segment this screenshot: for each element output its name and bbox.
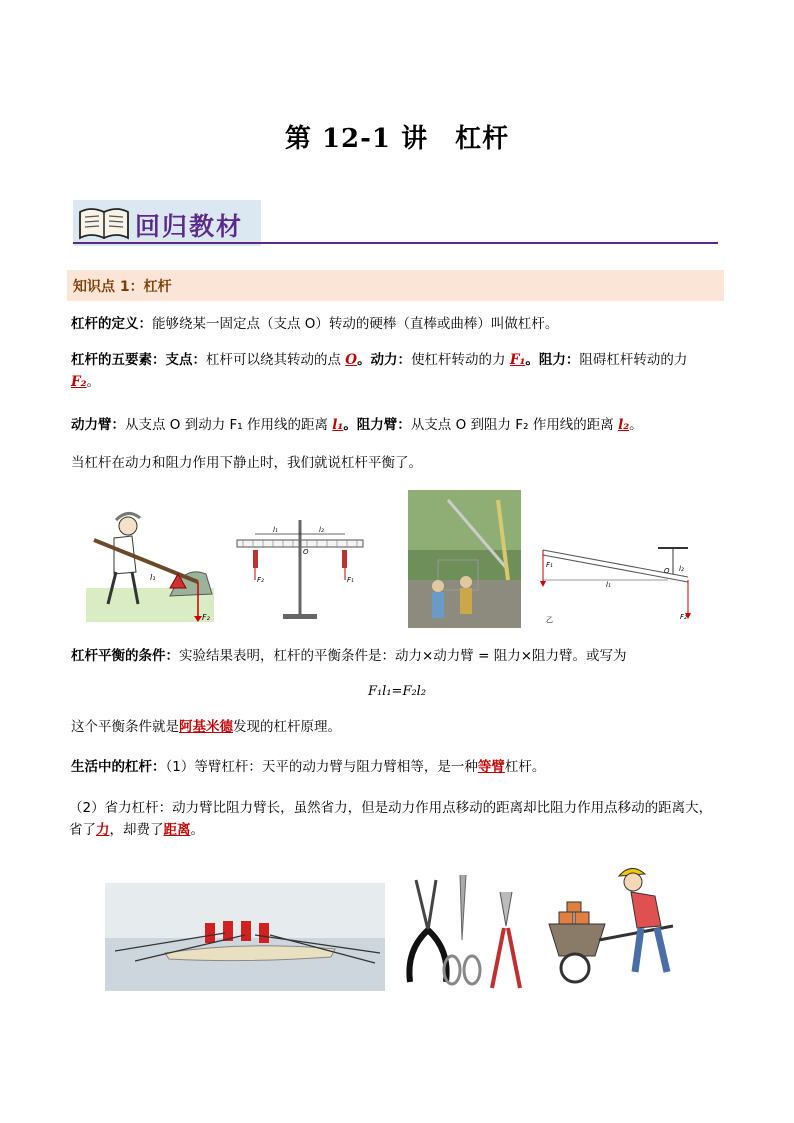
figure-lever-diagram (538, 545, 698, 625)
l1-label: l₁ (150, 573, 156, 582)
f1-label: F₁ (347, 576, 354, 584)
five-elements-paragraph (71, 349, 731, 393)
term: 支点： (165, 352, 206, 368)
f1-label: F₁ (546, 561, 553, 569)
answer: 阿基米德 (179, 719, 233, 735)
term: 杠杆的定义： (71, 316, 152, 332)
text: （2）省力杠杆：动力臂比阻力臂长，虽然省力，但是动力作用点移动的距离却比阻力作用点移动的距离大， (69, 800, 713, 816)
term: 杠杆平衡的条件： (71, 648, 179, 664)
l1-label: l₁ (606, 581, 611, 589)
l2-label: l₂ (319, 526, 324, 534)
text: 发现的杠杆原理。 (233, 719, 341, 735)
f2-label: F₂ (257, 576, 264, 584)
page-title: 第 12-1 讲 杠杆 (284, 124, 510, 154)
term: 杠杆的五要素： (71, 352, 166, 368)
l2-label: l₂ (679, 565, 684, 573)
text: 从支点 O 到阻力 F₂ 作用线的距离 (410, 417, 619, 433)
text: 。 (629, 417, 643, 433)
text: 实验结果表明，杠杆的平衡条件是：动力×动力臂 = 阻力×阻力臂。或写为 (179, 648, 627, 664)
life-lever-paragraph (71, 756, 731, 778)
text: 使杠杆转动的力 (411, 352, 510, 368)
f2-label: F₂ (680, 613, 687, 621)
text: 省了 (69, 822, 96, 838)
section-banner (73, 200, 261, 246)
figure-man-lever (86, 508, 216, 628)
text: 这个平衡条件就是 (71, 719, 179, 735)
banner-underline (73, 242, 718, 244)
text: 杠杆可以绕其转动的点 (206, 352, 346, 368)
o-label: O (303, 548, 309, 556)
text: 从支点 O 到动力 F₁ 作用线的距离 (125, 417, 333, 433)
text: 。 (190, 822, 204, 838)
term: 动力臂： (71, 417, 125, 433)
answer: l₁ (332, 417, 344, 433)
figure-balance-lever (233, 520, 367, 625)
answer: F₁ (509, 352, 526, 368)
term: 。阻力臂： (343, 417, 411, 433)
answer: l₂ (618, 417, 630, 433)
knowledge-point-title: 知识点 1：杠杆 (73, 279, 172, 295)
text: 阻碍杠杆转动的力 (579, 352, 688, 368)
text: 能够绕某一固定点（支点 O）转动的硬棒（直棒或曲棒）叫做杠杆。 (152, 316, 559, 332)
answer: 等臂 (477, 759, 505, 775)
term: 。阻力： (525, 352, 580, 368)
figure-crane-photo (408, 490, 521, 628)
banner-label: 回归教材 (135, 212, 244, 241)
figure-rowing-photo (105, 883, 385, 991)
balance-paragraph: 当杠杆在动力和阻力作用下静止时，我们就说杠杆平衡了。 (71, 455, 422, 471)
l1-label: l₁ (273, 526, 278, 534)
term: 生活中的杠杆： (71, 759, 166, 775)
f2-label: F₂ (202, 613, 210, 622)
book-icon (77, 204, 131, 242)
answer: O (345, 352, 358, 368)
answer: F₂ (71, 374, 87, 390)
definition-paragraph (71, 313, 731, 335)
text: （1）等臂杠杆：天平的动力臂与阻力臂相等，是一种 (165, 759, 478, 775)
knowledge-point-header (67, 270, 724, 301)
answer: 距离 (163, 822, 191, 838)
term: 。动力： (357, 352, 412, 368)
force-saving-paragraph (69, 797, 731, 841)
text: ，却费了 (109, 822, 164, 838)
answer: 力 (96, 822, 110, 838)
text: 。 (86, 374, 100, 390)
condition-paragraph (71, 645, 731, 667)
text: 杠杆。 (504, 759, 546, 775)
figure-wheelbarrow-worker (545, 860, 685, 988)
figure-scissors-tools (400, 870, 530, 992)
o-label: O (664, 567, 670, 575)
arm-paragraph (71, 414, 731, 436)
balance-formula: F₁l₁=F₂l₂ (367, 684, 427, 699)
yi-label: 乙 (546, 616, 553, 624)
archimedes-paragraph (71, 716, 731, 738)
